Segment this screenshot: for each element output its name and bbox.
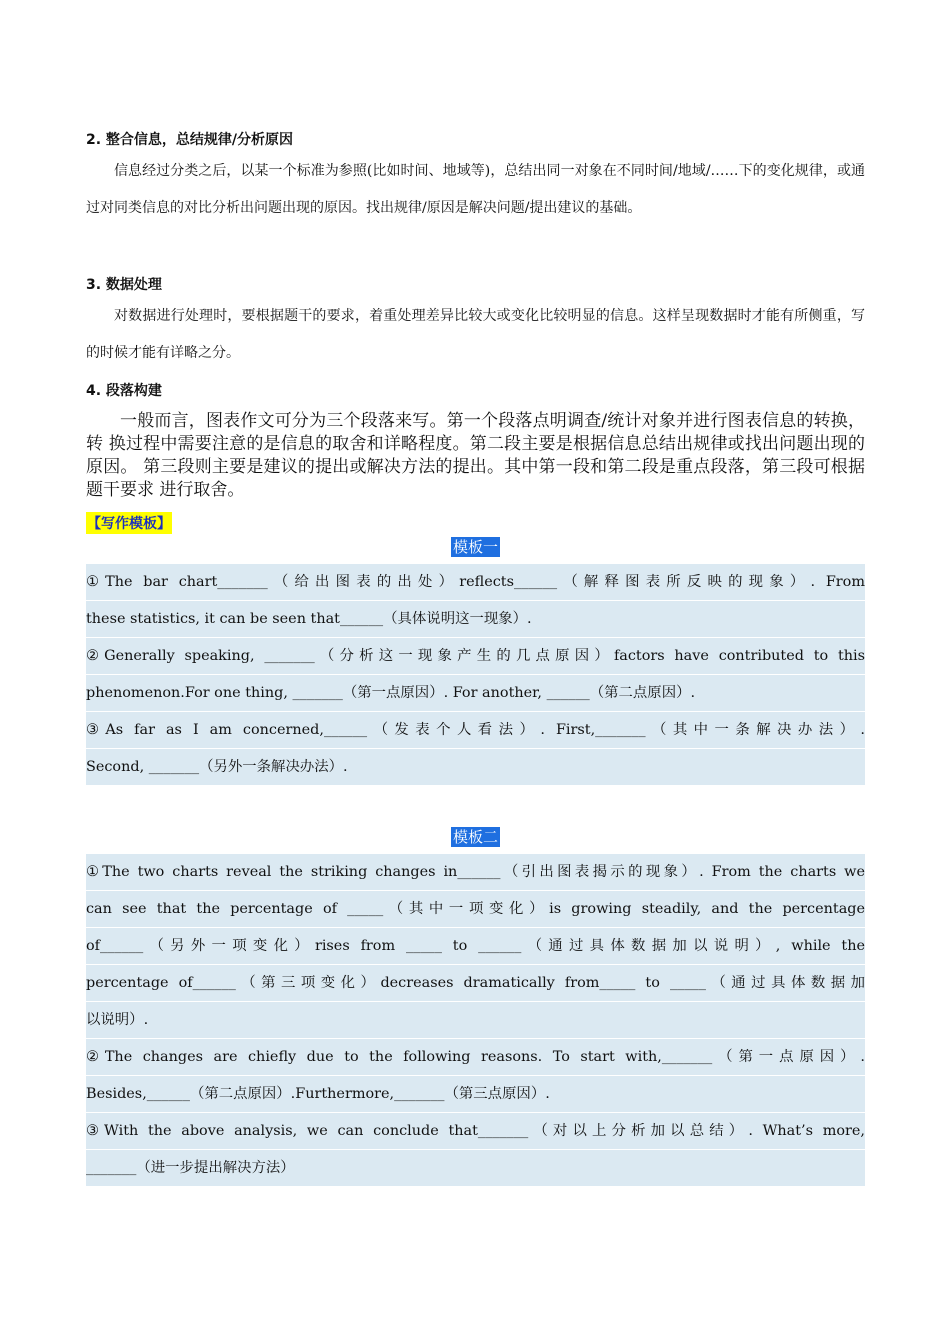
template-line: of______（另外一项变化）rises from _____ to ______（通过具体数据加以说明）, while the: [86, 927, 865, 964]
template-line: Second, _______（另外一条解决办法）.: [86, 748, 865, 785]
template-line: ②The changes are chiefly due to the following reasons. To start with,_______（第一点原因）.: [86, 1038, 865, 1075]
template-2-title: [86, 826, 865, 847]
template-line: ③As far as I am concerned,______（发表个人看法）. First,_______（其中一条解决办法）.: [86, 711, 865, 748]
template-1-title: [86, 536, 865, 557]
writing-template-label: 【写作模板】: [86, 512, 172, 534]
template-2-block: [86, 853, 865, 1186]
template-line: ③With the above analysis, we can conclude that_______（对以上分析加以总结）. What’s more,: [86, 1112, 865, 1149]
template-1-title-text: 模板一: [452, 538, 498, 556]
template-1-block: [86, 563, 865, 785]
template-line: 以说明）.: [86, 1001, 865, 1038]
section-heading-4: 4. 段落构建: [86, 383, 162, 399]
template-line: these statistics, it can be seen that______（具体说明这一现象）.: [86, 600, 865, 637]
template-line: Besides,______（第二点原因）.Furthermore,_______（第三点原因）.: [86, 1075, 865, 1112]
template-line: can see that the percentage of _____（其中一项变化）is growing steadily, and the percentage: [86, 890, 865, 927]
template-line: _______（进一步提出解决方法）: [86, 1149, 865, 1186]
template-line: ②Generally speaking, _______（分析这一现象产生的几点原因）factors have contributed to this: [86, 637, 865, 674]
section-text-2: 信息经过分类之后，以某一个标准为参照(比如时间、地域等)，总结出同一对象在不同时间/地域/……下的变化规律，或通过对同类信息的对比分析出问题出现的原因。找出规律/原因是解决问题/提出建议的基础。: [86, 163, 865, 216]
section-text-3: 对数据进行处理时，要根据题干的要求，着重处理差异比较大或变化比较明显的信息。这样呈现数据时才能有所侧重，写的时候才能有详略之分。: [86, 308, 865, 361]
template-line: phenomenon.For one thing, _______（第一点原因）. For another, ______（第二点原因）.: [86, 674, 865, 711]
section-text-4: 一般而言，图表作文可分为三个段落来写。第一个段落点明调查/统计对象并进行图表信息的转换，转 换过程中需要注意的是信息的取舍和详略程度。第二段主要是根据信息总结出规律或找出问题出现的原因。 第三段则主要是建议的提出或解决方法的提出。其中第一段和第二段是重点段落，第三段可根据题干要求 进行取舍。: [86, 411, 865, 500]
section-heading-2: 2. 整合信息，总结规律/分析原因: [86, 132, 294, 148]
template-line: percentage of______（第三项变化）decreases dramatically from_____ to _____（通过具体数据加: [86, 964, 865, 1001]
template-line: ①The two charts reveal the striking changes in______（引出图表揭示的现象）. From the charts we: [86, 853, 865, 890]
section-heading-3: 3. 数据处理: [86, 277, 162, 293]
template-2-title-text: 模板二: [452, 828, 498, 846]
template-line: ①The bar chart_______（给出图表的出处）reflects______（解释图表所反映的现象）. From: [86, 563, 865, 600]
